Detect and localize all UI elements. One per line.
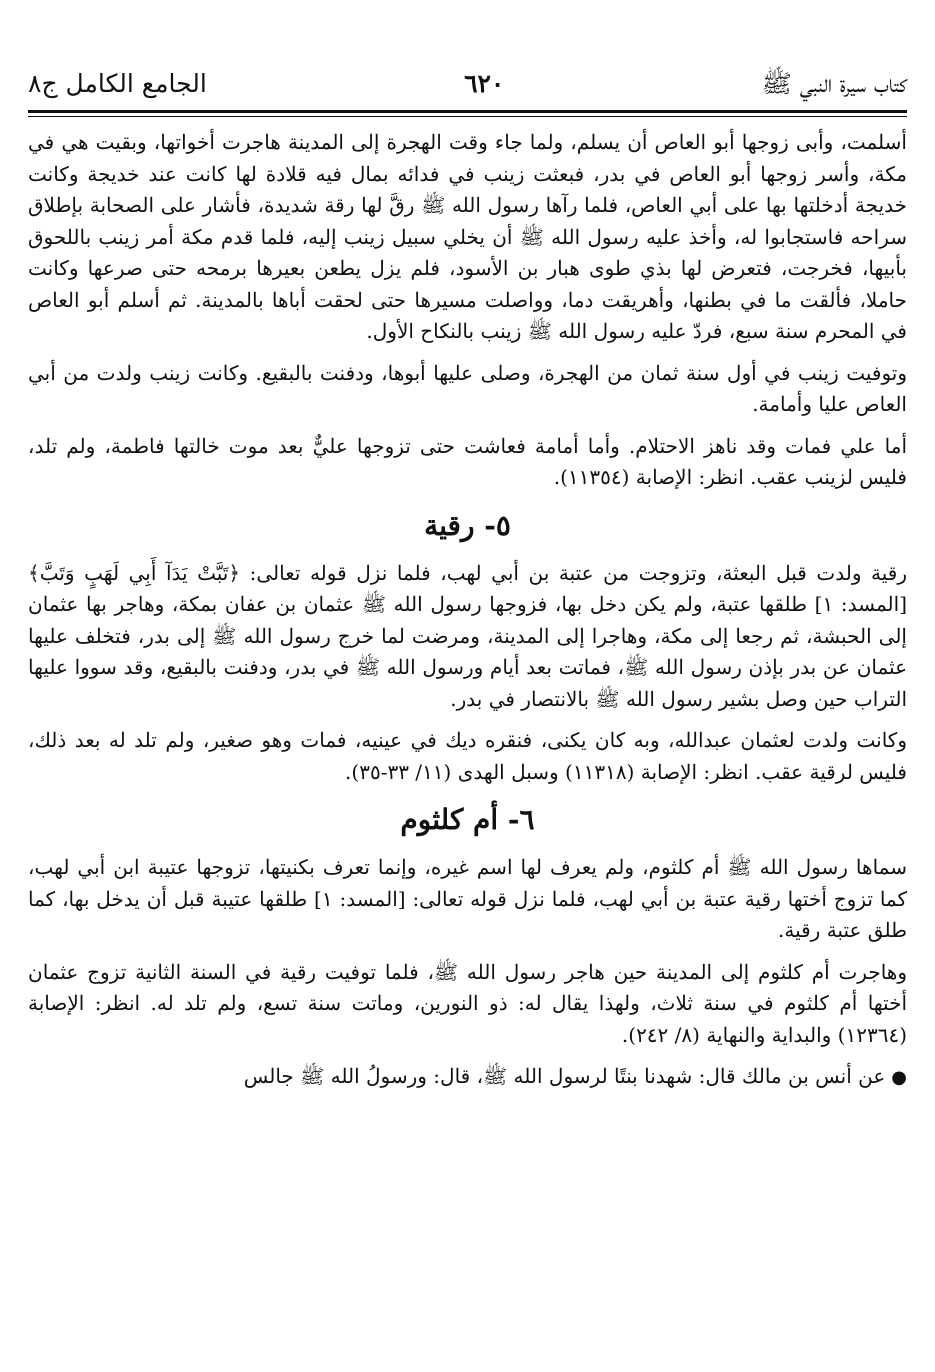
header-rule-thick	[28, 110, 907, 113]
book-page	[28, 60, 907, 1372]
volume-label: الجامع الكامل ج٨	[28, 69, 207, 98]
hadith-paragraph	[28, 1061, 907, 1094]
running-header	[28, 60, 907, 108]
paragraph: رقية ولدت قبل البعثة، وتزوجت من عتبة بن أبي لهب، فلما نزل قوله تعالى: ﴿تَبَّتْ يَدَآ أَبِي لَهَبٍ وَتَبَّ﴾ [المسد: ١] طلقها عتبة، ولم يكن دخل بها، فزوجها رسول الله ﷺ عثمان بن عفان بمكة، وهاجر بها عثمان إلى الحبشة، ثم رجعا إلى مكة، وهاجرا إلى المدينة، ومرضت لما خرج رسول الله ﷺ إلى بدر، فتخلف عليها عثمان عن بدر بإذن رسول الله ﷺ، فماتت بعد أيام ورسول الله ﷺ في بدر، ودفنت بالبقيع، وقد سووا عليها التراب حين وصل بشير رسول الله ﷺ بالانتصار في بدر.	[28, 560, 908, 711]
section-heading-umm-kulthum: ٦- أم كلثوم	[400, 803, 535, 836]
page-body	[28, 127, 907, 1094]
header-rule-thin	[28, 116, 907, 117]
page-number: ٦٢٠	[464, 69, 505, 98]
paragraph: أما علي فمات وقد ناهز الاحتلام. وأما أمامة فعاشت حتى تزوجها عليٌّ بعد موت خالتها فاطمة، ولم تلد، فليس لزينب عقب. انظر: الإصابة (١١٣٥٤).	[28, 433, 907, 489]
book-title: كتاب سيرة النبي ﷺ	[761, 69, 907, 98]
paragraph: سماها رسول الله ﷺ أم كلثوم، ولم يعرف لها اسم غيره، وإنما تعرف بكنيتها، تزوجها عتيبة ابن أبي لهب، كما تزوج أختها رقية عتبة بن أبي لهب، فلما نزل قوله تعالى: [المسد: ١] طلقها عتيبة قبل أن يدخل بها، كما طلق عتبة رقية.	[28, 855, 908, 942]
paragraph: وتوفيت زينب في أول سنة ثمان من الهجرة، وصلى عليها أبوها، ودفنت بالبقيع. وكانت زينب ولدت من أبي العاص عليا وأمامة.	[28, 360, 907, 416]
paragraph: وهاجرت أم كلثوم إلى المدينة حين هاجر رسول الله ﷺ، فلما توفيت رقية في السنة الثانية تزوج عثمان أختها أم كلثوم في سنة ثلاث، ولهذا يقال له: ذو النورين، وماتت سنة تسع، ولم تلد له. انظر: الإصابة (١٢٣٦٤) والبداية والنهاية (٨/ ٢٤٢).	[28, 959, 907, 1047]
section-heading-ruqayya: ٥- رقية	[424, 508, 511, 542]
paragraph: وكانت ولدت لعثمان عبدالله، وبه كان يكنى، فنقره ديك في عينيه، فمات وهو صغير، ولم تلد له بعد ذلك، فليس لرقية عقب. انظر: الإصابة (١١٣١٨) وسبل الهدى (١١/ ٣٣-٣٥).	[28, 728, 907, 784]
paragraph: أسلمت، وأبى زوجها أبو العاص أن يسلم، ولما جاء وقت الهجرة إلى المدينة هاجرت أخواتها، وبقيت هي في مكة، وأسر زوجها أبو العاص في بدر، فبعثت زينب في فدائه بمال فيه قلادة لها كانت عند خديجة وكانت خديجة أدخلتها بها على أبي العاص، فلما رآها رسول الله ﷺ رقَّ لها رقة شديدة، فأشار على الصحابة بإطلاق سراحه فاستجابوا له، وأخذ عليه رسول الله ﷺ أن يخلي سبيل زينب إليه، فلما قدم مكة أمر زينب باللحوق بأبيها، فخرجت، فتعرض لها بذي طوى هبار بن الأسود، فلم يزل يطعن بعيرها برمحه حتى صرعها وكانت حاملا، فألقت ما في بطنها، وأهريقت دما، وواصلت مسيرها حتى لحقت أباها بالمدينة. ثم أسلم أبو العاص في المحرم سنة سبع، فردّ عليه رسول الله ﷺ زينب بالنكاح الأول.	[28, 130, 907, 343]
bullet-icon: ●	[891, 1067, 907, 1088]
hadith-text: عن أنس بن مالك قال: شهدنا بنتًا لرسول الله ﷺ، قال: ورسولُ الله ﷺ جالس	[243, 1064, 886, 1088]
header-divider	[28, 110, 907, 117]
